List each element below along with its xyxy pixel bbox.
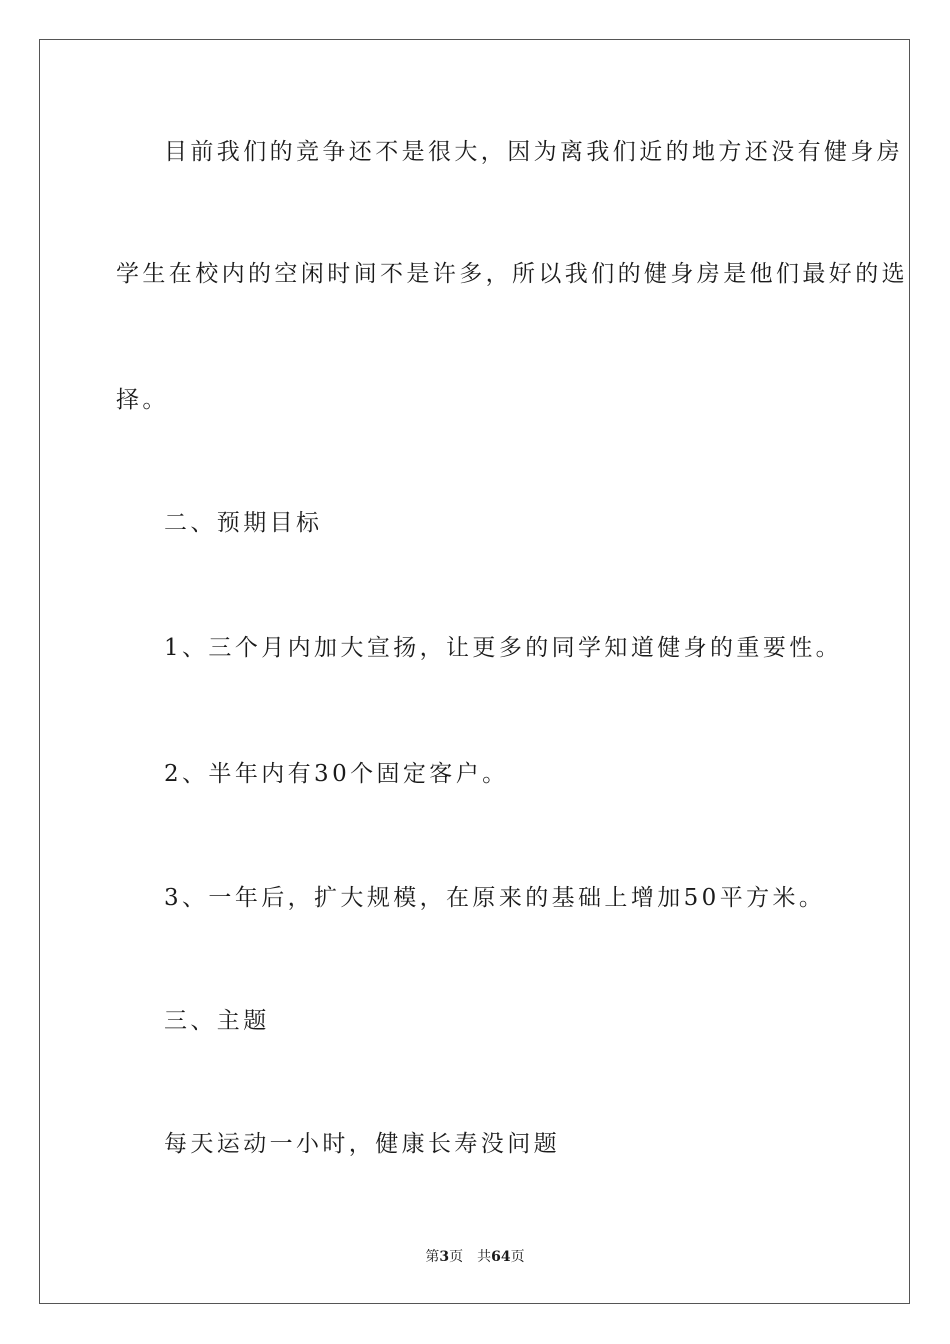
paragraph-competition: 目前我们的竞争还不是很大，因为离我们近的地方还没有健身房 [164, 139, 904, 165]
paragraph-student-time: 学生在校内的空闲时间不是许多，所以我们的健身房是他们最好的选 [116, 261, 908, 287]
theme-slogan: 每天运动一小时，健康长寿没问题 [164, 1131, 560, 1157]
heading-goals: 二、预期目标 [164, 510, 323, 536]
footer-total-suffix: 页 [510, 1249, 525, 1265]
goal-item-3: 3、一年后，扩大规模，在原来的基础上增加50平方米。 [164, 885, 826, 911]
goal-item-2: 2、半年内有30个固定客户。 [164, 761, 509, 787]
footer-total-pages: 64 [491, 1249, 511, 1265]
page-border [39, 39, 910, 1304]
goal-item-1: 1、三个月内加大宣扬，让更多的同学知道健身的重要性。 [164, 635, 843, 661]
footer-page-number: 3 [439, 1249, 450, 1265]
footer-page-prefix: 第 [425, 1249, 440, 1265]
paragraph-student-time-cont: 择。 [116, 387, 169, 413]
page-footer [0, 1247, 950, 1267]
footer-total-prefix: 共 [477, 1249, 492, 1265]
footer-page-suffix: 页 [449, 1249, 464, 1265]
heading-theme: 三、主题 [164, 1008, 270, 1034]
